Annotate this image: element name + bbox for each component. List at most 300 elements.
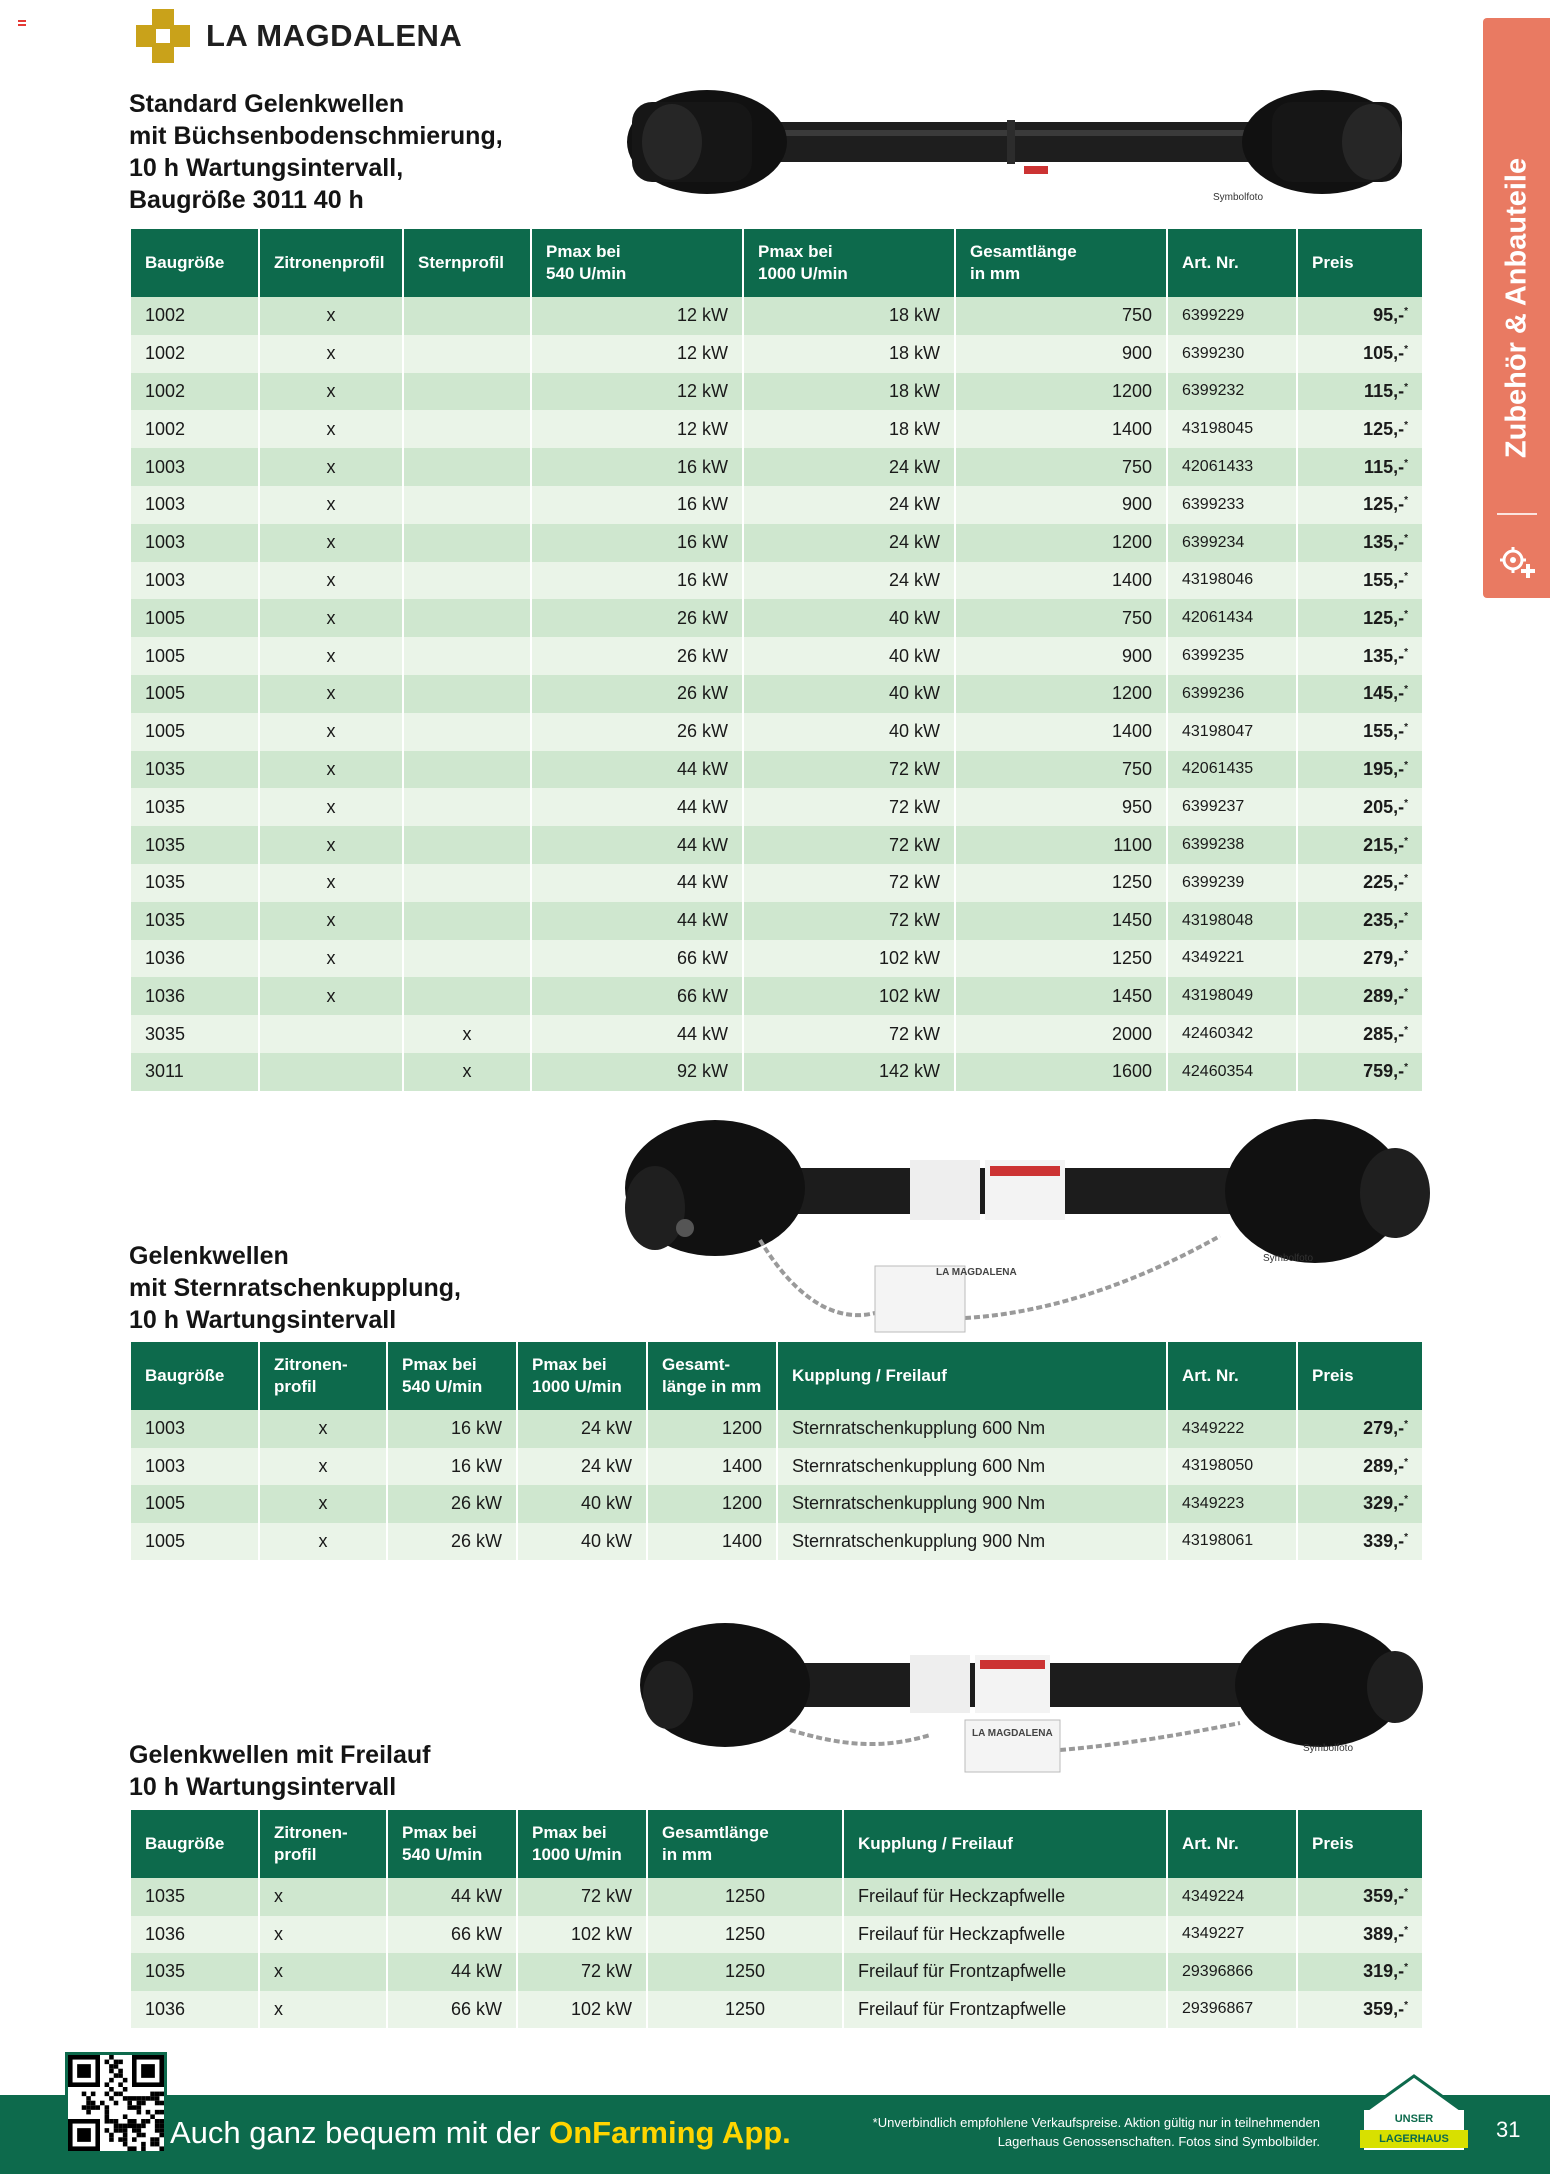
- table-header-row: [131, 1342, 1422, 1410]
- cell-zitronenprofil: x: [259, 1485, 387, 1523]
- cell-preis: 125,-*: [1297, 410, 1422, 448]
- cell-zitronenprofil: x: [259, 1953, 387, 1991]
- cell-sternprofil: [403, 297, 531, 335]
- cell-kupplung: Sternratschenkupplung 600 Nm: [777, 1410, 1167, 1448]
- cell-pmax-1000: 24 kW: [743, 562, 955, 600]
- cell-preis: 359,-*: [1297, 1878, 1422, 1916]
- table-row: [131, 902, 1422, 940]
- cell-sternprofil: [403, 410, 531, 448]
- table-row: [131, 524, 1422, 562]
- spec-table-freilauf: [131, 1810, 1422, 2028]
- cell-pmax-1000: 72 kW: [517, 1953, 647, 1991]
- cell-gesamtlaenge: 1400: [955, 562, 1167, 600]
- cell-gesamtlaenge: 750: [955, 297, 1167, 335]
- cell-sternprofil: [403, 788, 531, 826]
- cell-baugroesse: 1002: [131, 335, 259, 373]
- cell-baugroesse: 1005: [131, 1485, 259, 1523]
- cell-preis: 279,-*: [1297, 940, 1422, 978]
- cell-pmax-1000: 72 kW: [743, 864, 955, 902]
- cell-art-nr: 4349223: [1167, 1485, 1297, 1523]
- table-row: [131, 713, 1422, 751]
- table-row: [131, 977, 1422, 1015]
- table-row: [131, 297, 1422, 335]
- cell-preis: 235,-*: [1297, 902, 1422, 940]
- section-3-title: [129, 1739, 430, 1803]
- cell-preis: 319,-*: [1297, 1953, 1422, 1991]
- cell-art-nr: 42460354: [1167, 1053, 1297, 1091]
- table-row: [131, 599, 1422, 637]
- cell-pmax-540: 16 kW: [531, 486, 743, 524]
- cell-zitronenprofil: x: [259, 864, 403, 902]
- title-line: 10 h Wartungsintervall: [129, 1306, 397, 1334]
- col-header-pmax-1000: Pmax bei 1000 U/min: [517, 1342, 647, 1410]
- cell-pmax-540: 44 kW: [387, 1953, 517, 1991]
- cell-baugroesse: 1003: [131, 562, 259, 600]
- cell-zitronenprofil: x: [259, 335, 403, 373]
- cell-pmax-1000: 102 kW: [517, 1916, 647, 1954]
- cell-art-nr: 42460342: [1167, 1015, 1297, 1053]
- col-header-art-nr: Art. Nr.: [1167, 1810, 1297, 1878]
- cell-pmax-540: 92 kW: [531, 1053, 743, 1091]
- cell-baugroesse: 3011: [131, 1053, 259, 1091]
- photo-caption: Symbolfoto: [1263, 1253, 1314, 1264]
- cell-gesamtlaenge: 2000: [955, 1015, 1167, 1053]
- cell-pmax-1000: 142 kW: [743, 1053, 955, 1091]
- cell-gesamtlaenge: 1250: [647, 1953, 843, 1991]
- cell-zitronenprofil: x: [259, 1916, 387, 1954]
- cell-preis: 215,-*: [1297, 826, 1422, 864]
- cell-zitronenprofil: x: [259, 788, 403, 826]
- cell-gesamtlaenge: 1400: [955, 713, 1167, 751]
- brand-name: LA MAGDALENA: [206, 18, 463, 53]
- cell-sternprofil: x: [403, 1015, 531, 1053]
- cell-pmax-1000: 40 kW: [743, 713, 955, 751]
- cell-preis: 125,-*: [1297, 486, 1422, 524]
- table-row: [131, 1485, 1422, 1523]
- col-header-baugroesse: Baugröße: [131, 1810, 259, 1878]
- title-line: Gelenkwellen: [129, 1242, 289, 1270]
- col-header-preis: Preis: [1297, 1342, 1422, 1410]
- cell-pmax-1000: 72 kW: [743, 751, 955, 789]
- cell-baugroesse: 1005: [131, 599, 259, 637]
- cell-kupplung: Sternratschenkupplung 900 Nm: [777, 1523, 1167, 1561]
- cell-zitronenprofil: x: [259, 902, 403, 940]
- cell-pmax-1000: 40 kW: [743, 675, 955, 713]
- cell-gesamtlaenge: 1200: [955, 675, 1167, 713]
- page-number: 31: [1496, 2117, 1521, 2142]
- cell-gesamtlaenge: 1400: [647, 1523, 777, 1561]
- cell-gesamtlaenge: 750: [955, 448, 1167, 486]
- cell-baugroesse: 1036: [131, 1916, 259, 1954]
- section-1-title: [129, 88, 503, 216]
- cell-pmax-540: 44 kW: [387, 1878, 517, 1916]
- col-header-pmax-540: Pmax bei 540 U/min: [387, 1810, 517, 1878]
- cell-baugroesse: 1005: [131, 713, 259, 751]
- cell-baugroesse: 1036: [131, 977, 259, 1015]
- cross-logo-icon: [132, 5, 194, 67]
- cell-sternprofil: [403, 864, 531, 902]
- table-row: [131, 637, 1422, 675]
- table-row: [131, 1523, 1422, 1561]
- table-row: [131, 940, 1422, 978]
- cell-zitronenprofil: x: [259, 1991, 387, 2029]
- cell-pmax-1000: 18 kW: [743, 297, 955, 335]
- cell-pmax-540: 12 kW: [531, 410, 743, 448]
- spec-table-body: [131, 1878, 1422, 2028]
- cell-art-nr: 43198061: [1167, 1523, 1297, 1561]
- cell-zitronenprofil: [259, 1053, 403, 1091]
- cell-pmax-1000: 72 kW: [743, 902, 955, 940]
- cell-baugroesse: 1035: [131, 1878, 259, 1916]
- cell-baugroesse: 1035: [131, 826, 259, 864]
- qr-code-icon[interactable]: [65, 2052, 167, 2154]
- table-row: [131, 1953, 1422, 1991]
- cell-pmax-540: 26 kW: [531, 713, 743, 751]
- cell-preis: 289,-*: [1297, 1448, 1422, 1486]
- cell-art-nr: 4349222: [1167, 1410, 1297, 1448]
- cell-sternprofil: [403, 335, 531, 373]
- cell-sternprofil: [403, 713, 531, 751]
- cell-zitronenprofil: x: [259, 524, 403, 562]
- cell-pmax-540: 12 kW: [531, 297, 743, 335]
- cell-gesamtlaenge: 1250: [955, 864, 1167, 902]
- cell-kupplung: Freilauf für Frontzapfwelle: [843, 1991, 1167, 2029]
- cell-gesamtlaenge: 1250: [955, 940, 1167, 978]
- side-tab-divider: [1497, 513, 1537, 515]
- cell-zitronenprofil: x: [259, 486, 403, 524]
- cell-baugroesse: 1005: [131, 637, 259, 675]
- cell-gesamtlaenge: 1600: [955, 1053, 1167, 1091]
- cell-pmax-1000: 102 kW: [743, 977, 955, 1015]
- cell-preis: 105,-*: [1297, 335, 1422, 373]
- cell-pmax-540: 16 kW: [531, 448, 743, 486]
- title-line: mit Büchsenbodenschmierung,: [129, 122, 503, 150]
- table-row: [131, 448, 1422, 486]
- cell-baugroesse: 1035: [131, 1953, 259, 1991]
- cell-preis: 225,-*: [1297, 864, 1422, 902]
- cell-gesamtlaenge: 1200: [647, 1410, 777, 1448]
- table-row: [131, 562, 1422, 600]
- cell-pmax-1000: 40 kW: [517, 1523, 647, 1561]
- cell-art-nr: 6399234: [1167, 524, 1297, 562]
- cell-gesamtlaenge: 1250: [647, 1991, 843, 2029]
- col-header-pmax-1000: Pmax bei 1000 U/min: [743, 229, 955, 297]
- cell-zitronenprofil: x: [259, 977, 403, 1015]
- cell-art-nr: 29396867: [1167, 1991, 1297, 2029]
- cell-pmax-1000: 40 kW: [517, 1485, 647, 1523]
- cell-pmax-540: 16 kW: [387, 1448, 517, 1486]
- cell-sternprofil: [403, 448, 531, 486]
- cell-pmax-1000: 40 kW: [743, 599, 955, 637]
- table-row: [131, 1448, 1422, 1486]
- cell-sternprofil: [403, 826, 531, 864]
- spec-table-body: [131, 1410, 1422, 1560]
- cell-baugroesse: 1003: [131, 1410, 259, 1448]
- table-row: [131, 373, 1422, 411]
- cell-pmax-540: 66 kW: [387, 1916, 517, 1954]
- cell-art-nr: 6399233: [1167, 486, 1297, 524]
- table-row: [131, 1916, 1422, 1954]
- cell-pmax-1000: 18 kW: [743, 373, 955, 411]
- cell-zitronenprofil: x: [259, 599, 403, 637]
- table-row: [131, 788, 1422, 826]
- cell-kupplung: Sternratschenkupplung 900 Nm: [777, 1485, 1167, 1523]
- cell-kupplung: Freilauf für Heckzapfwelle: [843, 1916, 1167, 1954]
- cell-baugroesse: 1003: [131, 448, 259, 486]
- cell-zitronenprofil: x: [259, 1878, 387, 1916]
- cell-baugroesse: 1036: [131, 940, 259, 978]
- cell-gesamtlaenge: 900: [955, 486, 1167, 524]
- section-2-title: [129, 1240, 461, 1336]
- cell-pmax-1000: 24 kW: [743, 448, 955, 486]
- spec-table-standard: [131, 229, 1422, 1091]
- title-line: Baugröße 3011 40 h: [129, 186, 364, 214]
- cell-preis: 279,-*: [1297, 1410, 1422, 1448]
- cell-pmax-540: 16 kW: [531, 562, 743, 600]
- cell-baugroesse: 1002: [131, 373, 259, 411]
- cell-gesamtlaenge: 900: [955, 637, 1167, 675]
- qr-code-pattern: [68, 2055, 164, 2151]
- price-disclaimer: *Unverbindlich empfohlene Verkaufspreise. Aktion gültig nur in teilnehmenden Lagerhaus Genossenschaften. Fotos sind Symbolbilder.: [872, 2115, 1320, 2149]
- col-header-gesamtlaenge: Gesamtlänge in mm: [647, 1810, 843, 1878]
- cell-zitronenprofil: x: [259, 826, 403, 864]
- cell-baugroesse: 1036: [131, 1991, 259, 2029]
- cell-baugroesse: 3035: [131, 1015, 259, 1053]
- cell-preis: 155,-*: [1297, 713, 1422, 751]
- footer-bar: [0, 2095, 1550, 2174]
- cell-baugroesse: 1003: [131, 524, 259, 562]
- col-header-art-nr: Art. Nr.: [1167, 1342, 1297, 1410]
- table-header-row: [131, 229, 1422, 297]
- col-header-art-nr: Art. Nr.: [1167, 229, 1297, 297]
- cell-art-nr: 42061435: [1167, 751, 1297, 789]
- cell-pmax-1000: 102 kW: [743, 940, 955, 978]
- cell-baugroesse: 1005: [131, 1523, 259, 1561]
- cell-pmax-540: 66 kW: [387, 1991, 517, 2029]
- cell-pmax-1000: 72 kW: [743, 826, 955, 864]
- cell-pmax-1000: 72 kW: [517, 1878, 647, 1916]
- cell-gesamtlaenge: 1450: [955, 902, 1167, 940]
- cell-zitronenprofil: x: [259, 1448, 387, 1486]
- cell-baugroesse: 1035: [131, 864, 259, 902]
- cell-preis: 389,-*: [1297, 1916, 1422, 1954]
- cell-kupplung: Freilauf für Frontzapfwelle: [843, 1953, 1167, 1991]
- cell-art-nr: 42061434: [1167, 599, 1297, 637]
- cell-baugroesse: 1035: [131, 788, 259, 826]
- cell-pmax-540: 66 kW: [531, 940, 743, 978]
- cell-preis: 115,-*: [1297, 448, 1422, 486]
- col-header-zitronenprofil: Zitronen- profil: [259, 1810, 387, 1878]
- cell-preis: 125,-*: [1297, 599, 1422, 637]
- table-row: [131, 410, 1422, 448]
- cell-preis: 135,-*: [1297, 637, 1422, 675]
- table-header-row: [131, 1810, 1422, 1878]
- cell-pmax-1000: 40 kW: [743, 637, 955, 675]
- col-header-zitronenprofil: Zitronen- profil: [259, 1342, 387, 1410]
- table-row: [131, 751, 1422, 789]
- col-header-pmax-540: Pmax bei 540 U/min: [531, 229, 743, 297]
- table-row: [131, 335, 1422, 373]
- cell-gesamtlaenge: 1200: [955, 373, 1167, 411]
- cell-zitronenprofil: x: [259, 448, 403, 486]
- cell-baugroesse: 1035: [131, 902, 259, 940]
- table-row: [131, 1015, 1422, 1053]
- cell-art-nr: 4349227: [1167, 1916, 1297, 1954]
- cell-zitronenprofil: x: [259, 751, 403, 789]
- cell-pmax-1000: 24 kW: [743, 486, 955, 524]
- cell-pmax-1000: 72 kW: [743, 1015, 955, 1053]
- cell-preis: 115,-*: [1297, 373, 1422, 411]
- cell-zitronenprofil: x: [259, 637, 403, 675]
- cell-art-nr: 6399236: [1167, 675, 1297, 713]
- cell-gesamtlaenge: 750: [955, 599, 1167, 637]
- cell-art-nr: 43198045: [1167, 410, 1297, 448]
- app-link[interactable]: OnFarming App.: [549, 2115, 791, 2150]
- table-row: [131, 826, 1422, 864]
- flag-icon: [18, 20, 26, 26]
- cell-zitronenprofil: [259, 1015, 403, 1053]
- spec-table-body: [131, 297, 1422, 1091]
- cell-pmax-540: 12 kW: [531, 373, 743, 411]
- spec-table-sternratschen: [131, 1342, 1422, 1560]
- cell-baugroesse: 1005: [131, 675, 259, 713]
- cell-gesamtlaenge: 1200: [647, 1485, 777, 1523]
- cell-sternprofil: [403, 675, 531, 713]
- cell-pmax-540: 26 kW: [531, 637, 743, 675]
- cell-baugroesse: 1035: [131, 751, 259, 789]
- chain-tag-brand: LA MAGDALENA: [936, 1267, 1017, 1278]
- title-line: 10 h Wartungsintervall,: [129, 154, 404, 182]
- cell-art-nr: 6399230: [1167, 335, 1297, 373]
- col-header-kupplung: Kupplung / Freilauf: [777, 1342, 1167, 1410]
- cell-gesamtlaenge: 1400: [955, 410, 1167, 448]
- cell-sternprofil: [403, 751, 531, 789]
- lagerhaus-brand-text: LAGERHAUS: [1360, 2130, 1468, 2148]
- table-row: [131, 1991, 1422, 2029]
- title-line: Standard Gelenkwellen: [129, 90, 405, 118]
- col-header-kupplung: Kupplung / Freilauf: [843, 1810, 1167, 1878]
- cell-pmax-540: 26 kW: [387, 1485, 517, 1523]
- cell-preis: 95,-*: [1297, 297, 1422, 335]
- cell-pmax-1000: 24 kW: [743, 524, 955, 562]
- cell-preis: 759,-*: [1297, 1053, 1422, 1091]
- cell-gesamtlaenge: 900: [955, 335, 1167, 373]
- cell-zitronenprofil: x: [259, 297, 403, 335]
- cell-sternprofil: [403, 562, 531, 600]
- cell-gesamtlaenge: 1250: [647, 1916, 843, 1954]
- cell-sternprofil: [403, 599, 531, 637]
- cell-sternprofil: [403, 902, 531, 940]
- cell-pmax-1000: 24 kW: [517, 1410, 647, 1448]
- col-header-pmax-1000: Pmax bei 1000 U/min: [517, 1810, 647, 1878]
- cell-gesamtlaenge: 1400: [647, 1448, 777, 1486]
- cell-gesamtlaenge: 950: [955, 788, 1167, 826]
- cell-pmax-1000: 18 kW: [743, 410, 955, 448]
- cell-sternprofil: [403, 637, 531, 675]
- drive-shaft-chain-photo: [625, 1108, 1435, 1338]
- cell-gesamtlaenge: 1200: [955, 524, 1167, 562]
- cell-art-nr: 6399239: [1167, 864, 1297, 902]
- table-row: [131, 1878, 1422, 1916]
- cell-art-nr: 42061433: [1167, 448, 1297, 486]
- col-header-baugroesse: Baugröße: [131, 1342, 259, 1410]
- cell-pmax-540: 44 kW: [531, 1015, 743, 1053]
- footer-slogan: [170, 2115, 791, 2151]
- cell-sternprofil: [403, 524, 531, 562]
- cell-pmax-540: 66 kW: [531, 977, 743, 1015]
- cell-art-nr: 43198048: [1167, 902, 1297, 940]
- cell-preis: 329,-*: [1297, 1485, 1422, 1523]
- cell-art-nr: 43198047: [1167, 713, 1297, 751]
- cell-gesamtlaenge: 1100: [955, 826, 1167, 864]
- cell-preis: 195,-*: [1297, 751, 1422, 789]
- cell-preis: 155,-*: [1297, 562, 1422, 600]
- cell-pmax-540: 26 kW: [531, 599, 743, 637]
- col-header-gesamtlaenge: Gesamt- länge in mm: [647, 1342, 777, 1410]
- cell-preis: 339,-*: [1297, 1523, 1422, 1561]
- drive-shaft-photo: [612, 80, 1427, 210]
- cell-gesamtlaenge: 1450: [955, 977, 1167, 1015]
- col-header-gesamtlaenge: Gesamtlänge in mm: [955, 229, 1167, 297]
- cell-sternprofil: [403, 486, 531, 524]
- cell-preis: 289,-*: [1297, 977, 1422, 1015]
- cell-kupplung: Sternratschenkupplung 600 Nm: [777, 1448, 1167, 1486]
- category-side-tab[interactable]: [1483, 18, 1550, 598]
- table-row: [131, 864, 1422, 902]
- cell-baugroesse: 1002: [131, 297, 259, 335]
- cell-art-nr: 43198046: [1167, 562, 1297, 600]
- cell-pmax-540: 16 kW: [387, 1410, 517, 1448]
- chain-tag-brand: LA MAGDALENA: [972, 1728, 1053, 1739]
- cell-pmax-1000: 102 kW: [517, 1991, 647, 2029]
- cell-pmax-1000: 72 kW: [743, 788, 955, 826]
- lagerhaus-logo: [1356, 2070, 1472, 2154]
- cell-preis: 285,-*: [1297, 1015, 1422, 1053]
- photo-caption: Symbolfoto: [1303, 1743, 1354, 1754]
- cell-pmax-540: 26 kW: [387, 1523, 517, 1561]
- cell-pmax-540: 44 kW: [531, 864, 743, 902]
- cell-art-nr: 6399232: [1167, 373, 1297, 411]
- cell-pmax-540: 44 kW: [531, 751, 743, 789]
- cell-art-nr: 43198050: [1167, 1448, 1297, 1486]
- cell-zitronenprofil: x: [259, 562, 403, 600]
- cell-pmax-540: 16 kW: [531, 524, 743, 562]
- cell-sternprofil: [403, 977, 531, 1015]
- cell-sternprofil: x: [403, 1053, 531, 1091]
- cell-gesamtlaenge: 750: [955, 751, 1167, 789]
- col-header-sternprofil: Sternprofil: [403, 229, 531, 297]
- cell-sternprofil: [403, 940, 531, 978]
- cell-art-nr: 4349224: [1167, 1878, 1297, 1916]
- cell-art-nr: 6399235: [1167, 637, 1297, 675]
- side-tab-label: Zubehör & Anbauteile: [1500, 157, 1532, 459]
- cell-pmax-540: 44 kW: [531, 902, 743, 940]
- slogan-text: Auch ganz bequem mit der: [170, 2115, 541, 2150]
- table-row: [131, 675, 1422, 713]
- col-header-preis: Preis: [1297, 1810, 1422, 1878]
- cell-zitronenprofil: x: [259, 410, 403, 448]
- cell-pmax-1000: 18 kW: [743, 335, 955, 373]
- brand-logo: [132, 6, 462, 66]
- cell-preis: 205,-*: [1297, 788, 1422, 826]
- cell-art-nr: 6399238: [1167, 826, 1297, 864]
- cell-zitronenprofil: x: [259, 940, 403, 978]
- cell-zitronenprofil: x: [259, 1410, 387, 1448]
- cell-art-nr: 6399229: [1167, 297, 1297, 335]
- cell-preis: 145,-*: [1297, 675, 1422, 713]
- cell-pmax-1000: 24 kW: [517, 1448, 647, 1486]
- title-line: 10 h Wartungsintervall: [129, 1773, 397, 1801]
